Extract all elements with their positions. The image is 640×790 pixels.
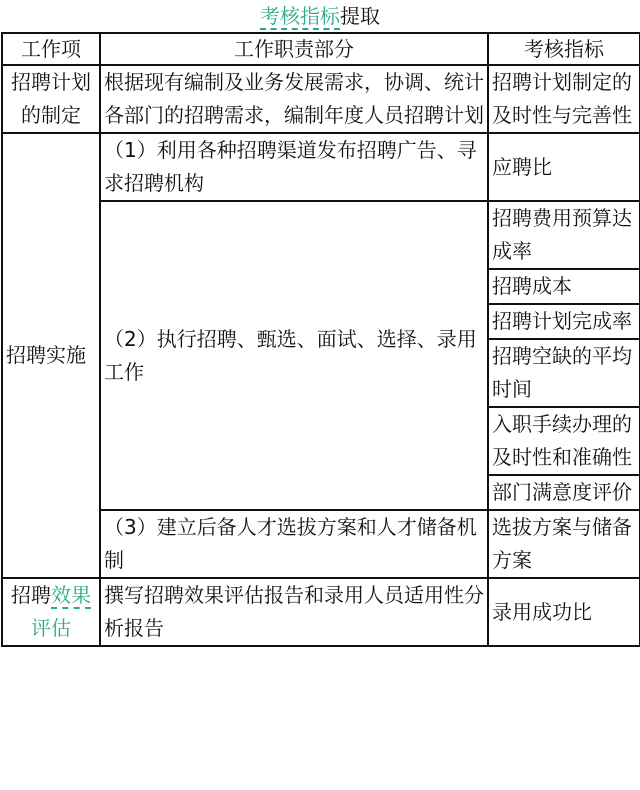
row-impl-duty1: （1）利用各种招聘渠道发布招聘广告、寻求招聘机构 [100, 133, 488, 201]
row-impl-kpi3: 选拔方案与储备方案 [488, 510, 640, 578]
header-item: 工作项 [2, 33, 100, 65]
row-eval-kpi: 录用成功比 [488, 578, 640, 646]
row-impl-duty2: （2）执行招聘、甄选、面试、选择、录用工作 [100, 201, 488, 510]
kpi-table [1, 32, 640, 647]
row-impl-kpi2-2: 招聘成本 [488, 269, 640, 304]
row-plan-duty: 根据现有编制及业务发展需求，协调、统计各部门的招聘需求，编制年度人员招聘计划 [100, 65, 488, 133]
row-eval-duty: 撰写招聘效果评估报告和录用人员适用性分析报告 [100, 578, 488, 646]
title-highlight: 考核指标 [260, 4, 340, 28]
row-eval-item [2, 578, 100, 646]
row-impl-item: 招聘实施 [2, 133, 100, 578]
row-impl-kpi2-3: 招聘计划完成率 [488, 304, 640, 339]
page-title [0, 0, 640, 32]
row-impl-duty3: （3）建立后备人才选拔方案和人才储备机制 [100, 510, 488, 578]
table-row [2, 578, 640, 646]
row-impl-kpi2-4: 招聘空缺的平均时间 [488, 339, 640, 407]
header-kpi: 考核指标 [488, 33, 640, 65]
row-impl-kpi2-5: 入职手续办理的及时性和准确性 [488, 407, 640, 475]
row-impl-kpi1: 应聘比 [488, 133, 640, 201]
title-rest: 提取 [340, 4, 380, 28]
row-eval-item-highlight: 效果 [51, 583, 91, 607]
row-eval-item-b: 评估 [31, 616, 71, 640]
row-eval-item-a: 招聘 [11, 583, 51, 607]
row-impl-kpi2-1: 招聘费用预算达成率 [488, 201, 640, 269]
table-row [2, 133, 640, 201]
row-plan-item: 招聘计划的制定 [2, 65, 100, 133]
row-plan-kpi: 招聘计划制定的及时性与完善性 [488, 65, 640, 133]
header-duty: 工作职责部分 [100, 33, 488, 65]
table-row [2, 65, 640, 133]
table-header-row [2, 33, 640, 65]
row-impl-kpi2-6: 部门满意度评价 [488, 475, 640, 510]
